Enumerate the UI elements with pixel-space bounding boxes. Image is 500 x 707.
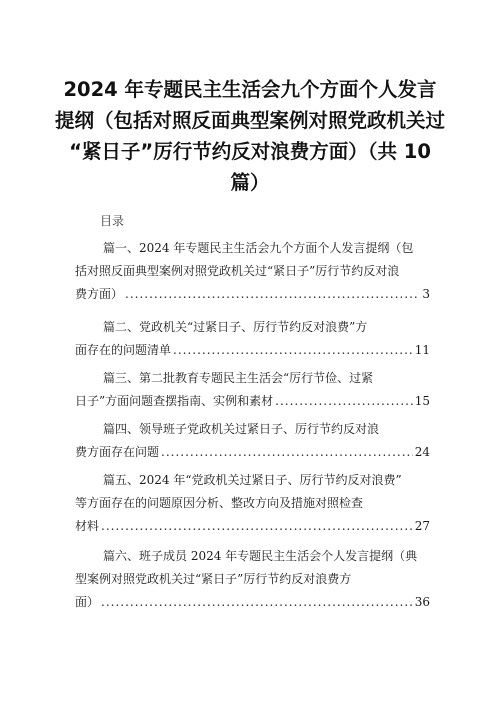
- toc-page-number: 24: [414, 445, 430, 459]
- toc-entry[interactable]: [75, 469, 430, 538]
- toc-entry[interactable]: [75, 237, 430, 306]
- toc-entry-text: 篇四、领导班子党政机关过紧日子、厉行节约反对浪: [103, 422, 380, 436]
- toc-heading: 目录: [100, 214, 125, 228]
- toc-entry-text: 日子”方面问题查摆指南、实例和素材: [75, 394, 274, 408]
- toc-entry-text: 篇三、第二批教育专题民主生活会“厉行节俭、过紧: [103, 371, 374, 385]
- toc-entry[interactable]: [75, 367, 430, 413]
- toc-entry-text: 费方面存在问题: [75, 445, 160, 459]
- toc-entry-text: 括对照反面典型案例对照党政机关过“紧日子”厉行节约反对浪: [75, 264, 400, 278]
- toc-entry-text: 材料: [75, 519, 100, 533]
- toc-entry-text: 篇五、2024 年“党政机关过紧日子、厉行节约反对浪费”: [103, 473, 402, 487]
- toc-entry-text: 篇二、党政机关“过紧日子、厉行节约反对浪费”方: [103, 320, 368, 334]
- dot-leader: [125, 283, 420, 306]
- dot-leader: [173, 339, 413, 362]
- toc-entry-text: 型案例对照党政机关过“紧日子”厉行节约反对浪费方: [75, 572, 352, 586]
- toc-entry[interactable]: [75, 316, 430, 362]
- toc-entry-text: 篇六、班子成员 2024 年专题民主生活会个人发言提纲（典: [103, 549, 418, 563]
- toc-page-number: 3: [422, 287, 430, 301]
- title-line: 2024 年专题民主生活会九个方面个人发言: [63, 78, 437, 101]
- title-line: “紧日子”厉行节约反对浪费方面）（共 10: [69, 140, 431, 163]
- document-title: [50, 74, 450, 198]
- toc-entry[interactable]: [75, 545, 430, 614]
- dot-leader: [275, 390, 413, 413]
- toc-page-number: 15: [414, 394, 430, 408]
- title-line: 篇）: [230, 171, 270, 194]
- toc-entry-text: 面存在的问题清单: [75, 343, 172, 357]
- toc-entry-text: 面）: [75, 595, 100, 609]
- dot-leader: [101, 591, 413, 614]
- toc-entry-text: 篇一、2024 年专题民主生活会九个方面个人发言提纲（包: [103, 241, 414, 255]
- toc-entry-text: 费方面）: [75, 287, 124, 301]
- toc-page-number: 27: [414, 519, 430, 533]
- toc-entry-text: 等方面存在的问题原因分析、整改方向及措施对照检查: [75, 496, 364, 510]
- dot-leader: [161, 441, 413, 464]
- toc-page-number: 36: [414, 595, 430, 609]
- toc-entry[interactable]: [75, 418, 430, 464]
- title-line: 提纲（包括对照反面典型案例对照党政机关过: [54, 109, 445, 132]
- toc-page-number: 11: [414, 343, 430, 357]
- dot-leader: [101, 515, 413, 538]
